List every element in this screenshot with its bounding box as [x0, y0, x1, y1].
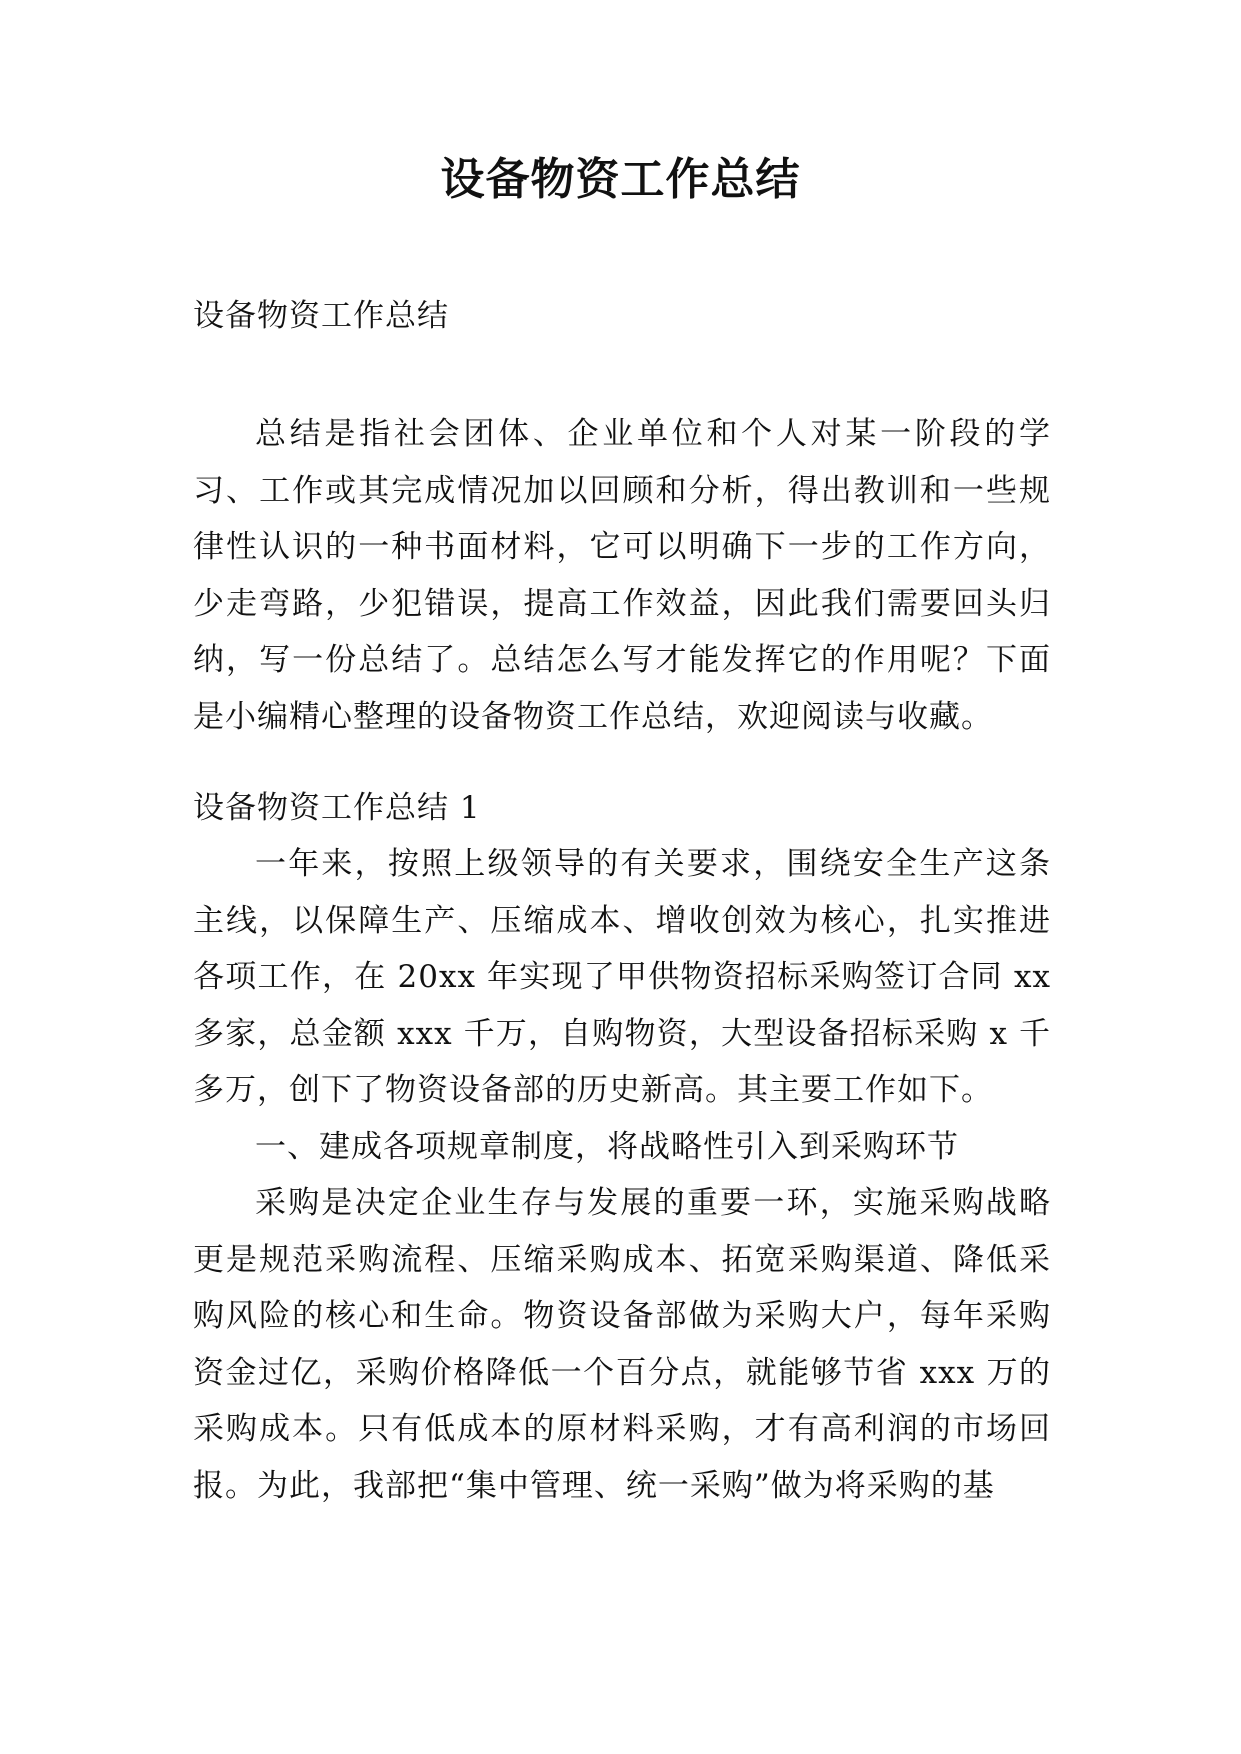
section-title: 设备物资工作总结 1 — [193, 790, 481, 826]
intro-paragraph-block — [193, 406, 1051, 745]
section-body — [193, 836, 1051, 1514]
section-heading-1: 一、建成各项规章制度，将战略性引入到采购环节 — [255, 1128, 959, 1165]
document-title: 设备物资工作总结 — [440, 154, 801, 205]
section-paragraph: 采购是决定企业生存与发展的重要一环，实施采购战略更是规范采购流程、压缩采购成本、拓宽采购渠道、降低采购风险的核心和生命。物资设备部做为采购大户，每年采购资金过亿，采购价格降低一个百分点，就能够节省 xxx 万的采购成本。只有低成本的原材料采购，才有高利润的市场回报。为此，我部把“集中管理、统一采购”做为将采购的基 — [193, 1185, 1051, 1504]
document-subtitle: 设备物资工作总结 — [193, 298, 449, 334]
section-paragraph: 一年来，按照上级领导的有关要求，围绕安全生产这条主线，以保障生产、压缩成本、增收创效为核心，扎实推进各项工作，在 20xx 年实现了甲供物资招标采购签订合同 xx 多家，总金额 xxx 千万，自购物资，大型设备招标采购 x 千多万，创下了物资设备部的历史新高。其主要工作如下。 — [193, 846, 1051, 1108]
intro-paragraph: 总结是指社会团体、企业单位和个人对某一阶段的学习、工作或其完成情况加以回顾和分析，得出教训和一些规律性认识的一种书面材料，它可以明确下一步的工作方向，少走弯路，少犯错误，提高工作效益，因此我们需要回头归纳，写一份总结了。总结怎么写才能发挥它的作用呢？下面是小编精心整理的设备物资工作总结，欢迎阅读与收藏。 — [193, 416, 1051, 735]
